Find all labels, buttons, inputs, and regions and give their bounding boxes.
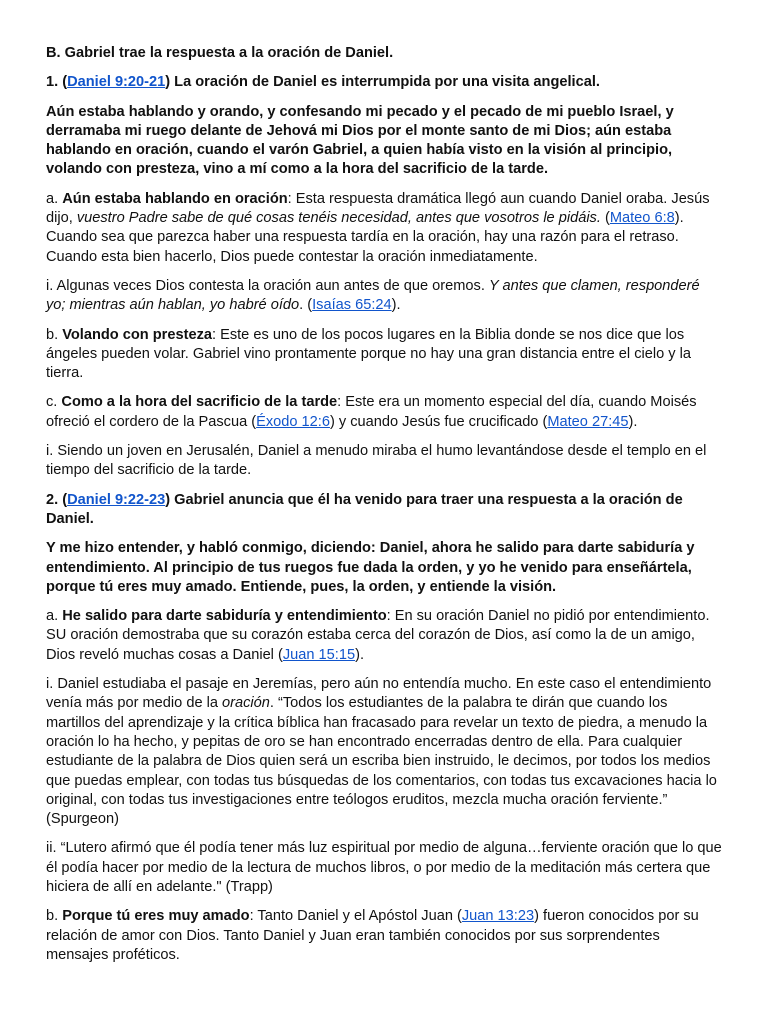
paragraph-text: : Esta respuesta dramática llegó aun cuando Daniel oraba. Jesús dijo, — [46, 190, 710, 227]
paragraph-1b — [46, 326, 722, 384]
paragraph-2a-ii: ii. “Lutero afirmó que él podía tener más luz espiritual por medio de alguna…ferviente oración que lo que él podía hacer por medio de la lectura de muchos libros, o por medio de la meditación más certera que hiciera de allí en adelante." (Trapp) — [46, 840, 722, 895]
item-keyword: Porque tú eres muy amado — [62, 908, 250, 925]
paragraph-1a — [46, 190, 722, 267]
item-keyword: Como a la hora del sacrificio de la tarde — [61, 394, 338, 411]
paragraph-text: ( — [600, 210, 610, 227]
paragraph-text: i. Algunas veces Dios contesta la oración aun antes de que oremos. — [46, 277, 489, 294]
scripture-link-juan-15-15[interactable]: Juan 15:15 — [282, 646, 356, 663]
paragraph-text: : Tanto Daniel y el Apóstol Juan ( — [249, 908, 462, 925]
italic-quote: Y antes que clamen, responderé yo; mientras aún hablan, yo habré oído — [46, 277, 700, 314]
paragraph-text: ) fueron conocidos por su relación de amor con Dios. Tanto Daniel y Juan eran también conocidos por sus sorprendentes mensajes proféticos. — [46, 908, 699, 963]
scripture-link-daniel-9-22-23[interactable]: Daniel 9:22-23 — [67, 491, 166, 508]
item-keyword: He salido para darte sabiduría y entendimiento — [62, 608, 387, 625]
scripture-link-daniel-9-20-21[interactable]: Daniel 9:20-21 — [67, 74, 166, 91]
item-prefix: a. — [46, 608, 63, 625]
paragraph-text: . ( — [299, 297, 313, 314]
scripture-quote-2: Y me hizo entender, y habló conmigo, diciendo: Daniel, ahora he salido para darte sabiduría y entendimiento. Al principio de tus ruegos fue dada la orden, y yo he venido para enseñártela, porque tú eres muy amado. Entiende, pues, la orden, y entiende la visión. — [46, 540, 695, 595]
italic-word: oración — [222, 695, 270, 712]
paragraph-text: ). — [355, 646, 364, 663]
point-2-heading — [46, 491, 722, 530]
italic-quote: vuestro Padre sabe de qué cosas tenéis necesidad, antes que vosotros le pidáis. — [76, 210, 601, 227]
scripture-link-juan-13-23[interactable]: Juan 13:23 — [461, 908, 535, 925]
paragraph-2a — [46, 607, 722, 665]
scripture-link-mateo-6-8[interactable]: Mateo 6:8 — [609, 210, 675, 227]
paragraph-text: ). — [391, 297, 401, 314]
item-prefix: c. — [46, 394, 62, 411]
point-2-title: ) Gabriel anuncia que él ha venido para traer una respuesta a la oración de Daniel. — [46, 491, 683, 527]
scripture-quote-1: Aún estaba hablando y orando, y confesando mi pecado y el pecado de mi pueblo Israel, y derramaba mi ruego delante de Jehová mi Dios por el monte santo de mi Dios; aún estaba hablando en oración, cuando el varón Gabriel, a quien había visto en la visión al principio, volando con presteza, vino a mí como a la hora del sacrificio de la tarde. — [46, 103, 674, 178]
item-keyword: Aún estaba hablando en oración — [62, 190, 288, 207]
paragraph-2b — [46, 907, 722, 965]
item-keyword: Volando con presteza — [62, 326, 212, 343]
paragraph-text: : En su oración Daniel no pidió por entendimiento. SU oración demostraba que su corazón estaba cerca del corazón de Dios, así como la de un amigo, Dios reveló muchas cosas a Daniel ( — [46, 608, 710, 663]
scripture-link-isaias-65-24[interactable]: Isaías 65:24 — [312, 297, 392, 314]
scripture-link-exodo-12-6[interactable]: Éxodo 12:6 — [256, 413, 330, 430]
paragraph-text: . “Todos los estudiantes de la palabra te dirán que cuando los martillos del aprendizaje y la crítica bíblica han fracasado para revelar un texto de piedra, a menudo la oración lo ha hecho, y pepitas de oro se han encontrado encerradas dentro de ella. Para cualquier estudiante de la palabra de Dios quien será un escriba bien instruido, le decimos, por todos los medios que puedas emplear, con todas tus búsquedas de los comentarios, con todas tus excavaciones hacia lo original, con todas tus investigaciones entre teólogos eruditos, mezcla mucha oración ferviente.” (Spurgeon) — [46, 695, 717, 828]
paragraph-1a-i — [46, 277, 722, 316]
point-1-title: ) La oración de Daniel es interrumpida por una visita angelical. — [165, 74, 600, 91]
paragraph-text: ). — [628, 413, 638, 430]
scripture-link-mateo-27-45[interactable]: Mateo 27:45 — [547, 413, 629, 430]
paragraph-text: i. Daniel estudiaba el pasaje en Jeremías, pero aún no entendía mucho. En este caso el entendimiento venía más por medio de la — [46, 676, 712, 712]
item-prefix: b. — [46, 326, 63, 343]
point-1-number: 1. ( — [46, 74, 68, 91]
paragraph-text: ) y cuando Jesús fue crucificado ( — [329, 413, 548, 430]
paragraph-text: : Este es uno de los pocos lugares en la Biblia donde se nos dice que los ángeles pueden volar. Gabriel vino prontamente porque no hay una gran distancia entre el cielo y la tierra. — [46, 326, 691, 382]
item-prefix: b. — [46, 908, 63, 925]
paragraph-text: ). Cuando sea que parezca haber una respuesta tardía en la oración, hay una razón para el retraso. Cuando esta bien hacerlo, Dios puede contestar la oración inmediatamente. — [46, 210, 684, 265]
paragraph-text: : Este era un momento especial del día, cuando Moisés ofreció el cordero de la Pascua ( — [46, 394, 697, 430]
paragraph-1c-i: i. Siendo un joven en Jerusalén, Daniel a menudo miraba el humo levantándose desde el templo en el tiempo del sacrificio de la tarde. — [46, 443, 707, 479]
item-prefix: a. — [46, 190, 63, 207]
paragraph-2a-i — [46, 675, 722, 829]
point-1-heading — [46, 73, 722, 92]
section-heading: B. Gabriel trae la respuesta a la oración de Daniel. — [46, 45, 394, 61]
point-2-number: 2. ( — [46, 491, 68, 508]
paragraph-1c — [46, 393, 722, 432]
